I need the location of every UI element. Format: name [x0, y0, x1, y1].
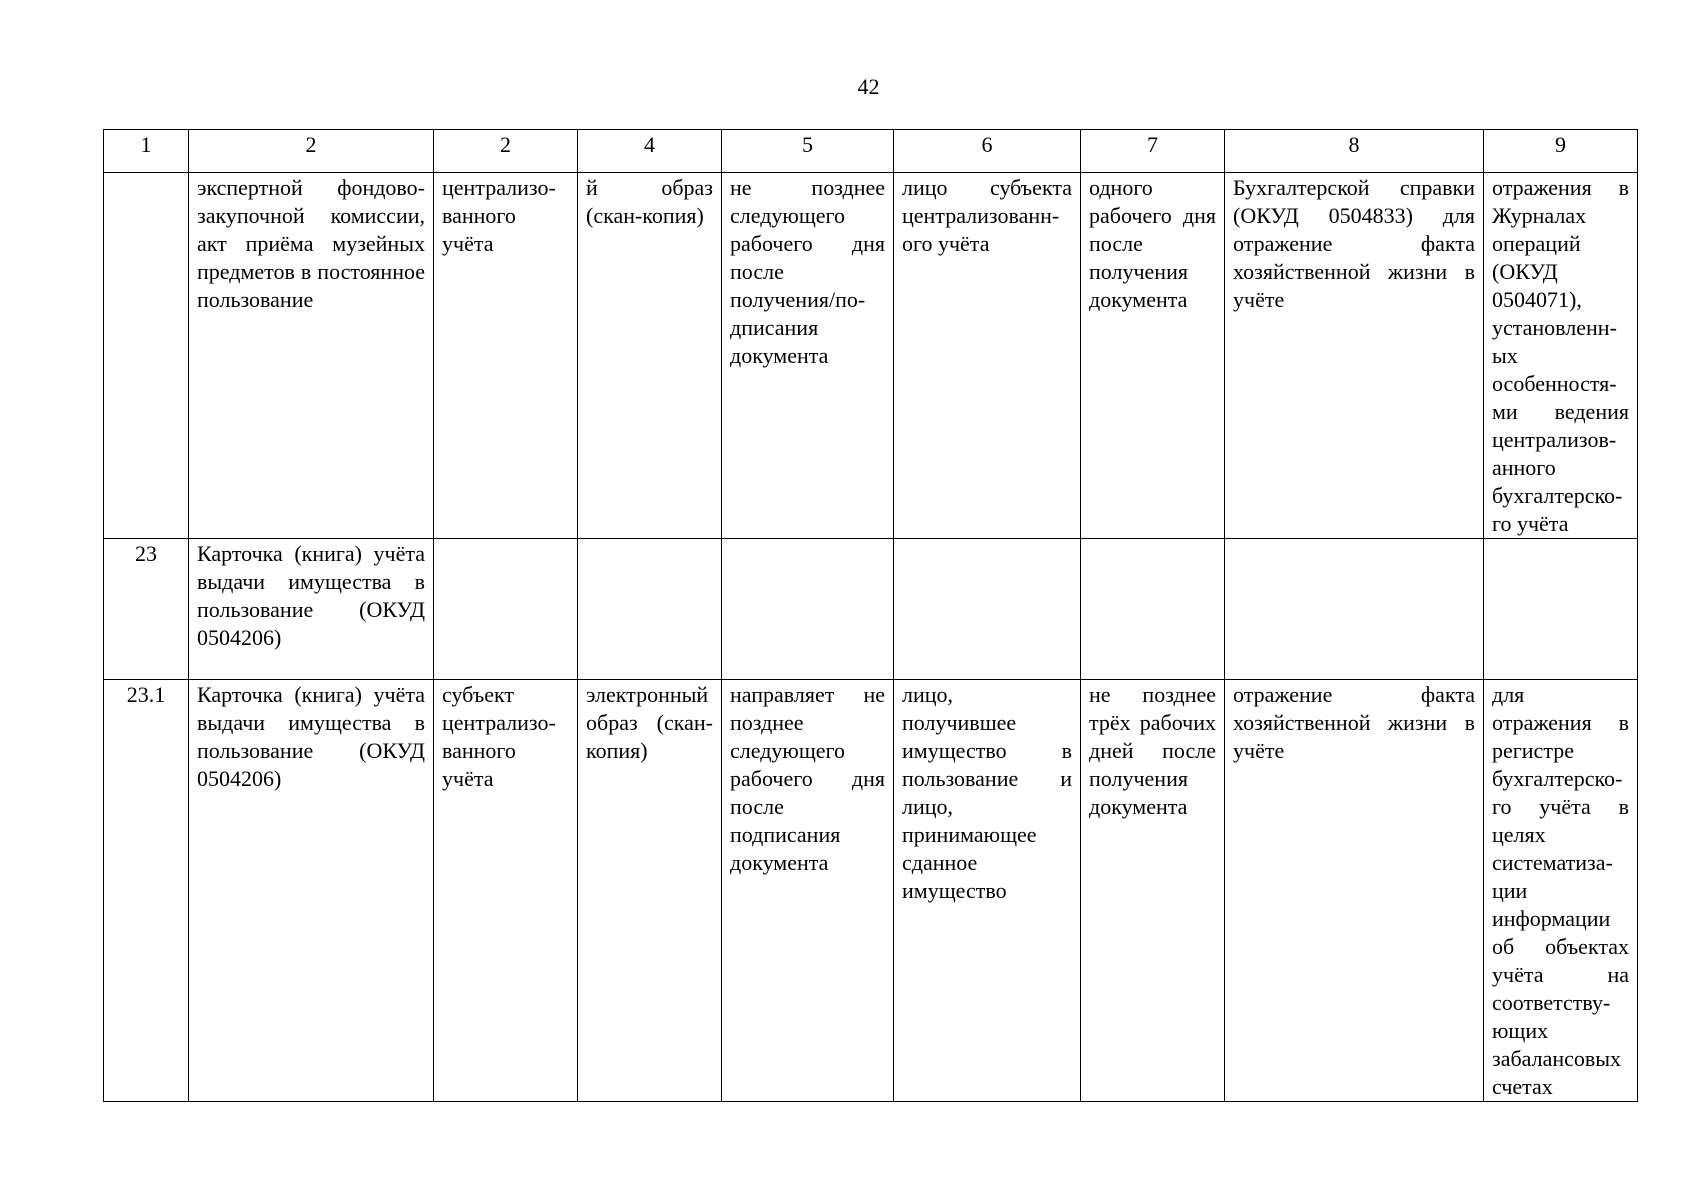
row-number-cell	[104, 173, 189, 539]
table-cell: одного рабочего дня после получения документа	[1081, 173, 1225, 539]
table-row	[104, 680, 1638, 1102]
row-number-cell: 23	[104, 539, 189, 680]
row-number-cell: 23.1	[104, 680, 189, 1102]
accounting-documents-table	[103, 129, 1638, 1102]
table-cell	[722, 539, 894, 680]
table-row	[104, 539, 1638, 680]
table-cell: субъект централизованного учёта	[434, 680, 578, 1102]
table-cell: централизованного учёта	[434, 173, 578, 539]
table-cell: направляет не позднее следующего рабочего дня после подписания документа	[722, 680, 894, 1102]
table-cell	[1081, 539, 1225, 680]
table-cell	[1225, 539, 1484, 680]
table-cell: не позднее трёх рабочих дней после получения документа	[1081, 680, 1225, 1102]
document-name-cell: экспертной фондово-закупочной комиссии, акт приёма музейных предметов в постоянное пользование	[189, 173, 434, 539]
document-name-cell: Карточка (книга) учёта выдачи имущества в пользование (ОКУД 0504206)	[189, 680, 434, 1102]
column-number-header: 9	[1484, 130, 1638, 173]
table-cell: отражения в Журналах операций (ОКУД 0504071), установленных особенностями ведения централизованного бухгалтерского учёта	[1484, 173, 1638, 539]
document-name-cell: Карточка (книга) учёта выдачи имущества в пользование (ОКУД 0504206)	[189, 539, 434, 680]
page-number: 42	[857, 74, 880, 99]
table-row	[104, 173, 1638, 539]
column-number-header: 8	[1225, 130, 1484, 173]
table-cell	[578, 539, 722, 680]
column-number-header: 2	[434, 130, 578, 173]
column-number-header: 7	[1081, 130, 1225, 173]
table-cell: отражение факта хозяйственной жизни в учёте	[1225, 680, 1484, 1102]
table-cell: Бухгалтерской справки (ОКУД 0504833) для отражение факта хозяйственной жизни в учёте	[1225, 173, 1484, 539]
table-header-row	[104, 130, 1638, 173]
table-cell: лицо субъекта централизованного учёта	[894, 173, 1081, 539]
table-cell: лицо, получившее имущество в пользование и лицо, принимающее сданное имущество	[894, 680, 1081, 1102]
table-cell: не позднее следующего рабочего дня после получения/подписания документа	[722, 173, 894, 539]
table-cell	[894, 539, 1081, 680]
column-number-header: 1	[104, 130, 189, 173]
column-number-header: 5	[722, 130, 894, 173]
table-cell: для отражения в регистре бухгалтерского учёта в целях систематизации информации об объектах учёта на соответствующих забалансовых счетах	[1484, 680, 1638, 1102]
column-number-header: 2	[189, 130, 434, 173]
table-cell: электронный образ (скан-копия)	[578, 680, 722, 1102]
table-cell	[434, 539, 578, 680]
column-number-header: 6	[894, 130, 1081, 173]
column-number-header: 4	[578, 130, 722, 173]
table-cell	[1484, 539, 1638, 680]
table-cell: й образ (скан-копия)	[578, 173, 722, 539]
